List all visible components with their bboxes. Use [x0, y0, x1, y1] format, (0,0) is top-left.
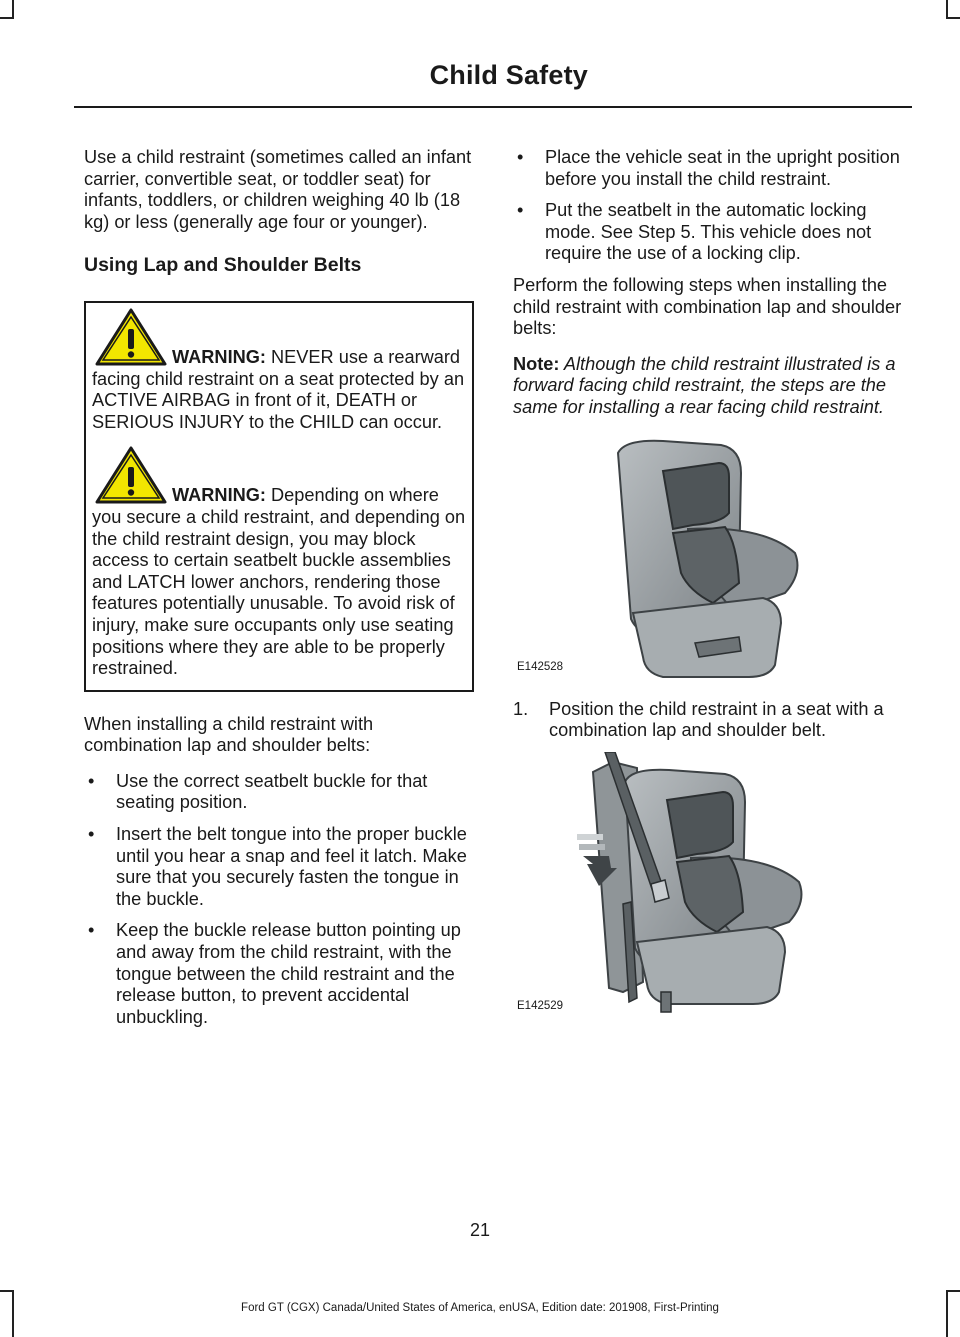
edition-footer: Ford GT (CGX) Canada/United States of America, enUSA, Edition date: 201908, First-Printing [241, 1302, 719, 1314]
warning-box [84, 301, 474, 692]
steps-list [513, 699, 908, 742]
child-seat-icon [513, 433, 908, 683]
note-label: Note: [513, 353, 560, 374]
page-number: 21 [469, 1220, 491, 1240]
intro-paragraph: Use a child restraint (sometimes called an infant carrier, convertible seat, or toddler seat) for infants, toddlers, or children weighing 40 lb (18 kg) or less (generally age four or younger). [84, 147, 472, 232]
install-intro: When installing a child restraint with combination lap and shoulder belts: [84, 713, 374, 756]
warning-label: WARNING: [172, 485, 266, 506]
list-item: • Place the vehicle seat in the upright position before you install the child restraint. [513, 147, 908, 190]
left-bullet-list [84, 771, 474, 1029]
warning-text: Depending on where you secure a child restraint, and depending on the child restraint design, you may block access to certain seatbelt buckle assemblies and LATCH lower anchors, rendering those features potentially unusable. To avoid risk of injury, make sure occupants only use seating positions where they are able to be properly restrained. [92, 485, 466, 679]
crop-mark [0, 17, 14, 19]
right-column [513, 147, 908, 1022]
list-item: • Keep the buckle release button pointing up and away from the child restraint, with the tongue between the child restraint and the release button, to prevent accidental unbuckling. [84, 920, 474, 1028]
crop-mark [12, 0, 14, 18]
steps-intro: Perform the following steps when installing the child restraint with combination lap and shoulder belts: [513, 274, 902, 339]
warning-1 [92, 313, 466, 433]
list-item: • Use the correct seatbelt buckle for that seating position. [84, 771, 474, 814]
section-subheading: Using Lap and Shoulder Belts [84, 254, 362, 277]
header-rule [74, 106, 912, 108]
step-text: Position the child restraint in a seat with a combination lap and shoulder belt. [549, 698, 884, 741]
child-seat-with-belt-icon [513, 752, 908, 1022]
crop-mark [0, 1290, 14, 1292]
list-item: • Insert the belt tongue into the proper buckle until you hear a snap and feel it latch. Make sure that you securely fasten the tongue in the buckle. [84, 824, 474, 910]
figure-code: E142529 [517, 1000, 564, 1013]
page-title: Child Safety [429, 60, 588, 90]
crop-mark [946, 0, 948, 18]
note [513, 354, 908, 419]
crop-mark [946, 17, 960, 19]
warning-triangle-icon [94, 445, 168, 505]
step-number: 1. [513, 698, 529, 719]
right-bullet-list [513, 147, 908, 265]
list-item [513, 699, 908, 742]
figure-code: E142528 [517, 660, 564, 673]
warning-text: NEVER use a rearward facing child restraint on a seat protected by an ACTIVE AIRBAG in front of it, DEATH or SERIOUS INJURY to the CHILD can occur. [92, 346, 465, 432]
warning-2 [92, 451, 466, 679]
left-column [84, 147, 474, 1038]
figure-child-seat-belt [513, 752, 908, 1022]
warning-label: WARNING: [172, 346, 266, 367]
note-text: Although the child restraint illustrated is a forward facing child restraint, the steps are the same for installing a rear facing child restraint. [513, 353, 896, 417]
figure-child-seat [513, 433, 908, 683]
list-item: • Put the seatbelt in the automatic locking mode. See Step 5. This vehicle does not require the use of a locking clip. [513, 200, 908, 265]
warning-triangle-icon [94, 307, 168, 367]
crop-mark [946, 1290, 960, 1292]
